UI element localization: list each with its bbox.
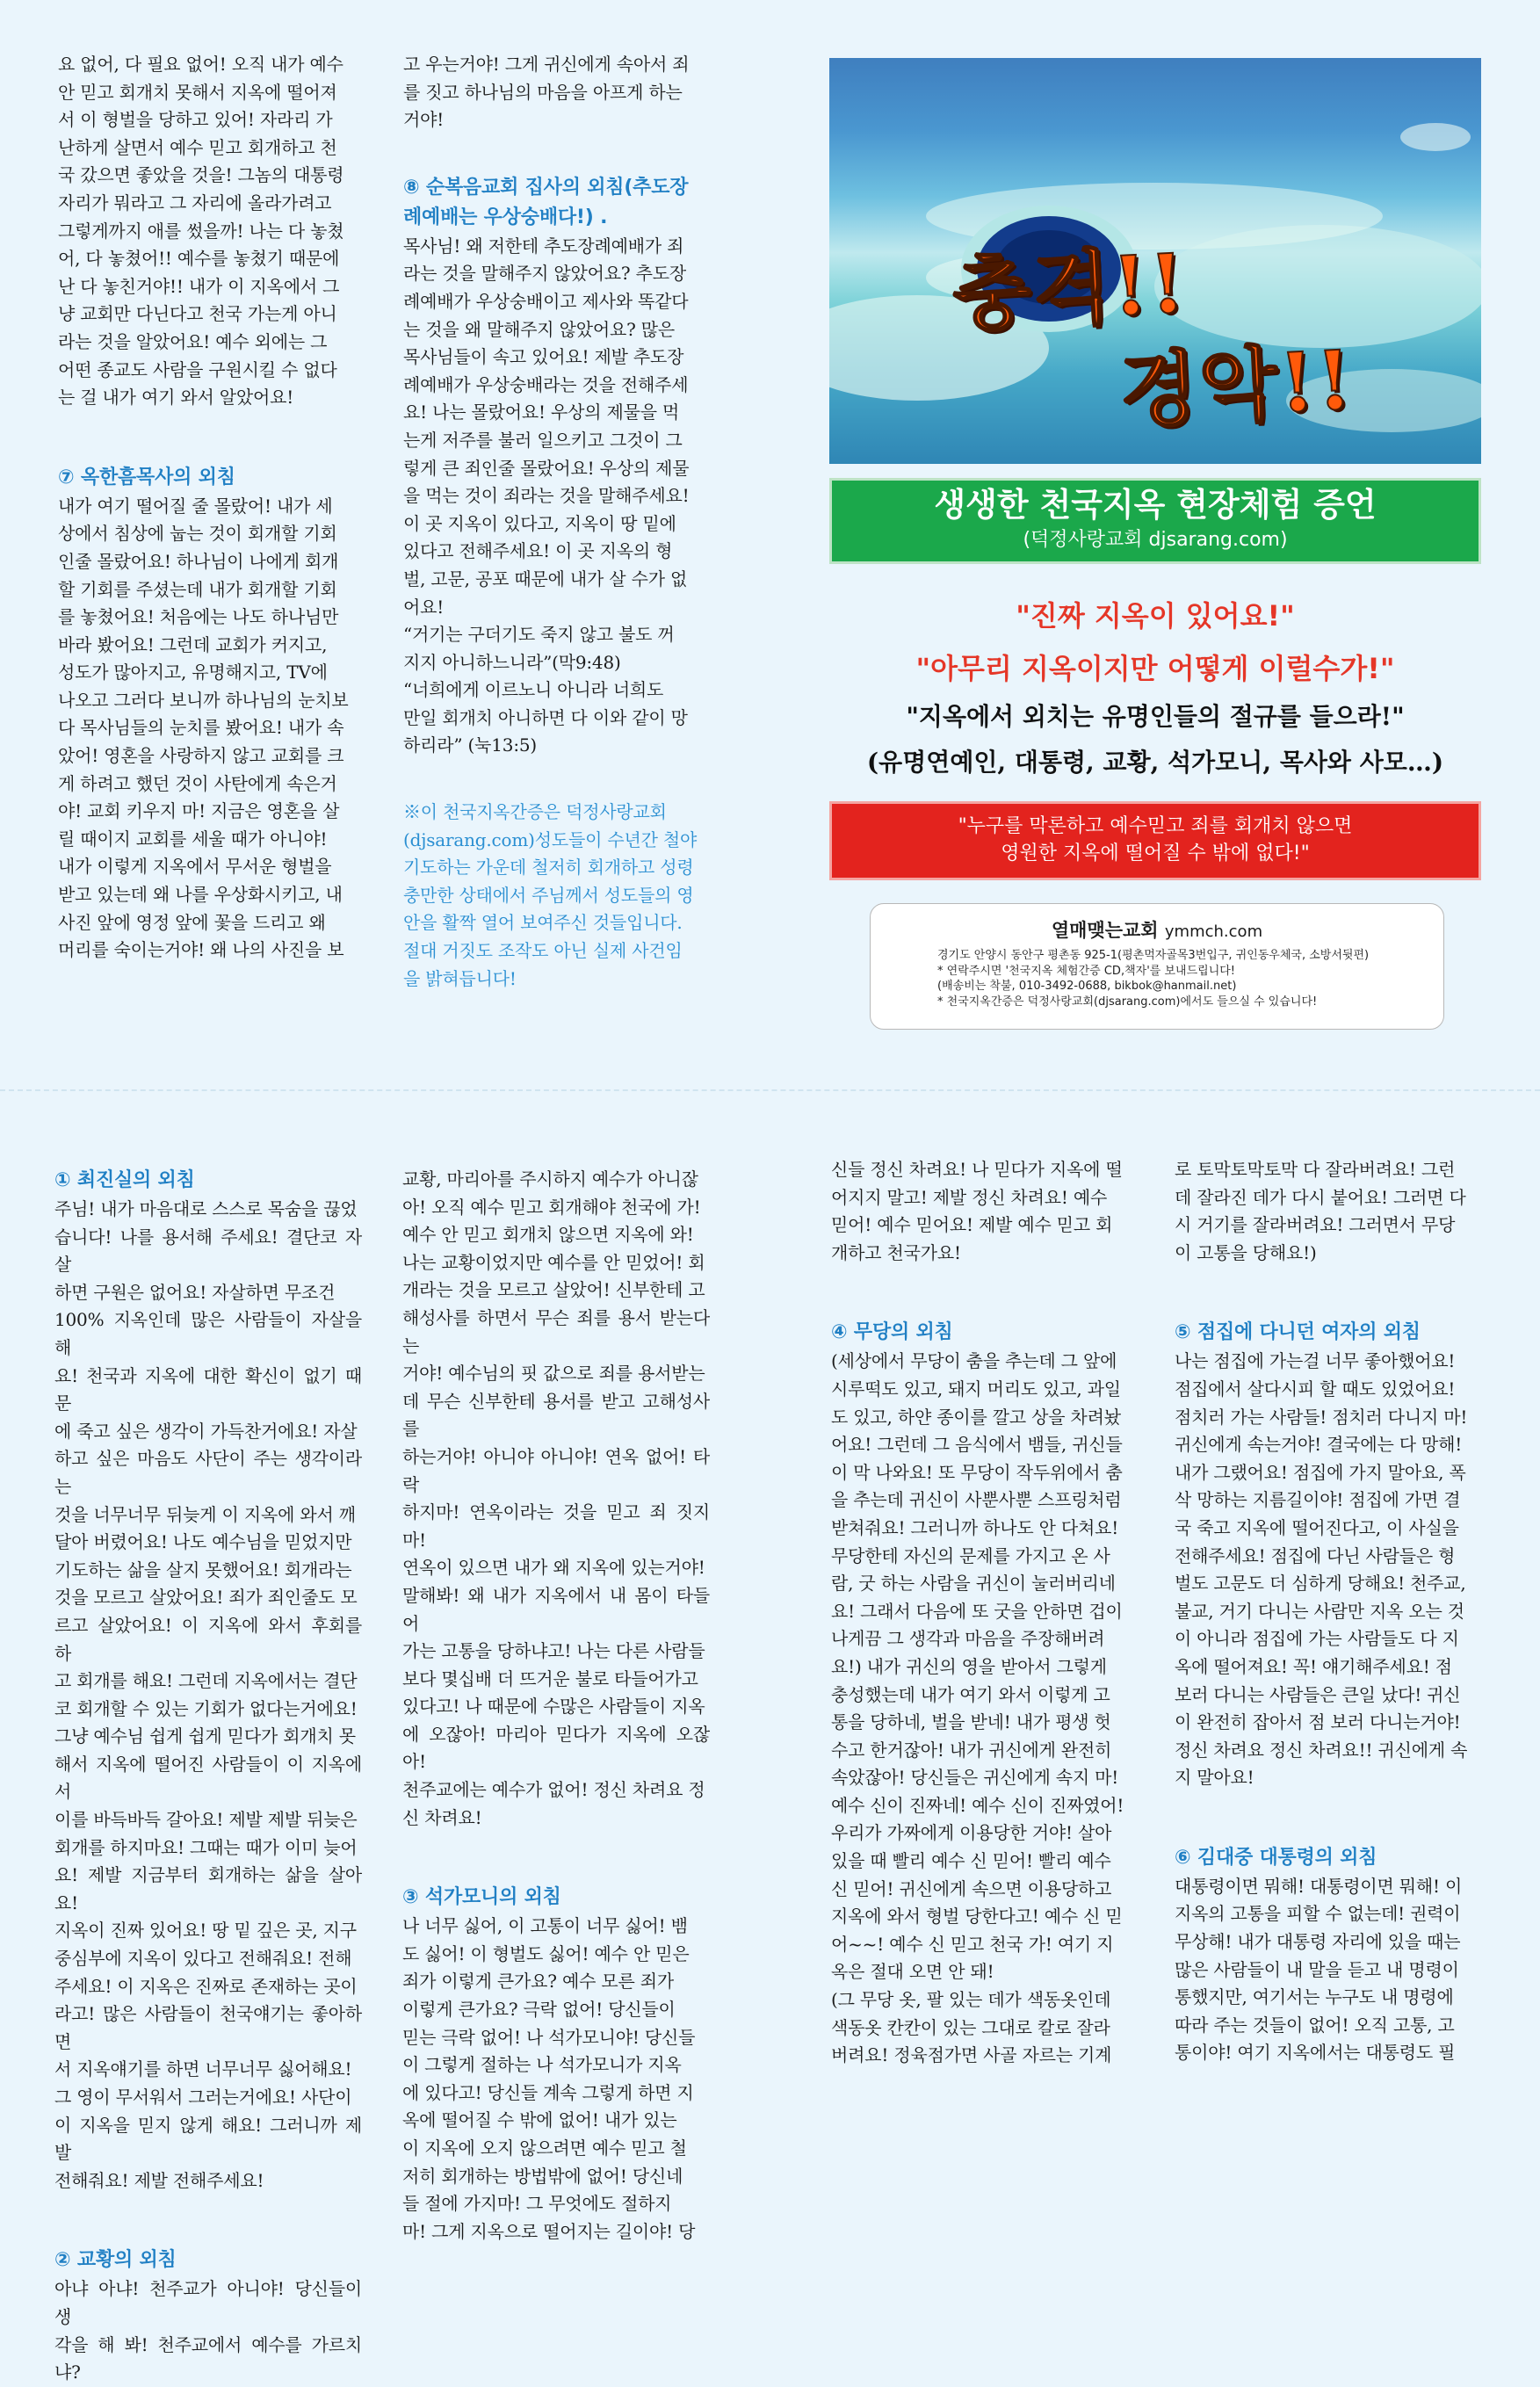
top-column-2 [403, 51, 711, 993]
body-text: 아냐 아냐! 천주교가 아니야! 당신들이 생 각을 해 봐! 천주교에서 예수를 가르치냐? [54, 2278, 362, 2383]
body-text: 나 너무 싫어, 이 고통이 너무 싫어! 뱀 도 싫어! 이 형벌도 싫어! 예수 안 믿은 죄가 이렇게 큰가요? 예수 모른 죄가 이렇게 큰가요? 극락 없어! 당신들이 믿는 극락 없어! 나 석가모니야! 당신들 이 그렇게 절하는 나 석가모니가 지옥 에 있다고! 당신들 계속 그렇게 하면 지 옥에 떨어질 수 밖에 없어! 내가 있는 이 지옥에 오지 않으려면 예수 믿고 철 저히 회개하는 방법밖에 없어! 당신네 들 절에 가지마! 그 무엇에도 절하지 마! 그게 지옥으로 떨어지는 길이야! 당 [402, 1915, 696, 2242]
banner-title: 생생한 천국지옥 현장체험 증언 [934, 486, 1377, 524]
top-column-1 [58, 51, 371, 965]
bottom-column-3 [831, 1156, 1139, 2070]
warning-text: "누구를 막론하고 예수믿고 죄를 회개치 않으면 영원한 지옥에 떨어질 수 밖에 없다!" [958, 815, 1353, 864]
body-text: 교황, 마리아를 주시하지 예수가 아니잖 아! 오직 예수 믿고 회개해야 천국에 가! 예수 안 믿고 회개치 않으면 지옥에 와! 나는 교황이었지만 예수를 안 믿었어! 회 개라는 것을 모르고 살았어! 신부한테 고 해성사를 하면서 무슨 죄를 용서 받는다는 거야! 예수님의 핏 값으로 죄를 용서받는 데 무슨 신부한테 용서를 받고 고해성사를 하는거야! 아니야 아니야! 연옥 없어! 타락 하지마! 연옥이라는 것을 믿고 죄 짓지마! 연옥이 있으면 내가 왜 지옥에 있는거야! 말해봐! 왜 내가 지옥에서 내 몸이 타들어 가는 고통을 당하냐고! 나는 다른 사람들 보다 몇십배 더 뜨거운 불로 타들어가고 있다고! 나 때문에 수많은 사람들이 지옥 에 오잖아! 마리아 믿다가 지옥에 오잖아! 천주교에는 예수가 없어! 정신 차려요 정 신 차려요! [402, 1168, 710, 1828]
quote-famous-list: (유명연예인, 대통령, 교황, 석가모니, 목사와 사모…) [866, 748, 1444, 777]
church-contact-lines [937, 948, 1369, 1009]
quote-how-could: "아무리 지옥이지만 어떻게 이럴수가!" [915, 652, 1395, 685]
section-heading-6: ⑥ 김대중 대통령의 외침 [1175, 1846, 1377, 1869]
section-heading-8: ⑧ 순복음교회 집사의 외침(추도장 례예배는 우상숭배다!) . [403, 176, 689, 228]
church-contact-note: * 연락주시면 '천국지옥 체험간증 CD,책자'를 보내드립니다! [937, 964, 1236, 978]
body-text: 로 토막토막토막 다 잘라버려요! 그런 데 잘라진 데가 다시 붙어요! 그러면 다 시 거기를 잘라버려요! 그러면서 무당 이 고통을 당해요!) [1175, 1159, 1466, 1263]
section-heading-7: ⑦ 옥한흠목사의 외침 [58, 466, 235, 488]
body-text: 신들 정신 차려요! 나 믿다가 지옥에 떨 어지지 말고! 제발 정신 차려요! 예수 믿어! 예수 믿어요! 제발 예수 믿고 회 개하고 천국가요! [831, 1159, 1123, 1263]
church-contact-phone-email: (배송비는 착불, 010-3492-0688, bikbok@hanmail.net) [937, 980, 1237, 993]
body-text: 요 없어, 다 필요 없어! 오직 내가 예수 안 믿고 회개치 못해서 지옥에 떨어져 서 이 형벌을 당하고 있어! 자라리 가 난하게 살면서 예수 믿고 회개하고 천 국 갔으면 좋았을 것을! 그놈의 대통령 자리가 뭐라고 그 자리에 올라가려고 그렇게까지 애를 썼을까! 나는 다 놓쳤 어, 다 놓쳤어!! 예수를 놓쳤기 때문에 난 다 놓친거야!! 내가 이 지옥에서 그 냥 교회만 다닌다고 천국 가는게 아니 라는 것을 알았어요! 예수 외에는 그 어떤 종교도 사람을 구원시킬 수 없다 는 걸 내가 여기 와서 알았어요! [58, 54, 344, 409]
church-contact-source: * 천국지옥간증은 덕정사랑교회(djsarang.com)에서도 들으실 수 있습니다! [937, 995, 1318, 1009]
body-text: 나는 점집에 가는걸 너무 좋아했어요! 점집에서 살다시피 할 때도 있었어요! 점치러 가는 사람들! 점치러 다니지 마! 귀신에게 속는거야! 결국에는 다 망해! 내가 그랬어요! 점집에 가지 말아요, 폭 삭 망하는 지름길이야! 점집에 가면 결 국 죽고 지옥에 떨어진다고, 이 사실을 전해주세요! 점집에 다닌 사람들은 형 벌도 고문도 더 심하게 당해요! 천주교, 불교, 거기 다니는 사람만 지옥 오는 것 이 아니라 점집에 가는 사람들도 다 지 옥에 떨어져요! 꼭! 얘기해주세요! 점 보러 다니는 사람들은 큰일 났다! 귀신 이 완전히 잡아서 점 보러 다니는거야! 정신 차려요 정신 차려요!! 귀신에게 속 지 말아요! [1175, 1350, 1468, 1789]
section-heading-2: ② 교황의 외침 [54, 2249, 177, 2272]
testimony-note: ※이 천국지옥간증은 덕정사랑교회 (djsarang.com)성도들이 수년간 철야 기도하는 가운데 철저히 회개하고 성령 충만한 상태에서 주님께서 성도들의 영 안을 활짝 열어 보여주신 것들입니다. 절대 거짓도 조작도 아닌 실제 사건임 을 밝혀듭니다! [403, 801, 698, 989]
cover-ocean-blue-hole-image [829, 58, 1481, 464]
body-text: 고 우는거야! 그게 귀신에게 속아서 죄 를 짓고 하나님의 마음을 아프게 하는 거야! [403, 54, 690, 131]
banner-subtitle: (덕정사랑교회 djsarang.com) [1023, 529, 1288, 551]
quote-hear-cries: "지옥에서 외치는 유명인들의 절규를 들으라!" [906, 702, 1405, 731]
bottom-column-1 [54, 1166, 362, 2387]
church-website[interactable]: ymmch.com [1164, 922, 1263, 941]
bible-verse: “거기는 구더기도 죽지 않고 불도 꺼 지지 아니하느니라”(막9:48) [403, 624, 675, 673]
panel-divider [0, 1089, 1540, 1091]
body-text: 대통령이면 뭐해! 대통령이면 뭐해! 이 지옥의 고통을 피할 수 없는데! 권력이 무상해! 내가 대통령 자리에 있을 때는 많은 사람들이 내 말을 듣고 내 명령이 통했지만, 여기서는 누구도 내 명령에 따라 주는 것들이 없어! 오직 고통, 고 통이야! 여기 지옥에서는 대통령도 필 [1175, 1875, 1463, 2064]
body-text: 주님! 내가 마음대로 스스로 목숨을 끊었 습니다! 나를 용서해 주세요! 결단코 자살 하면 구원은 없어요! 자살하면 무조건 100% 지옥인데 많은 사람들이 자살을 해 요! 천국과 지옥에 대한 확신이 없기 때문 에 죽고 싶은 생각이 가득찬거에요! 자살 하고 싶은 마음도 사단이 주는 생각이라는 것을 너무너무 뒤늦게 이 지옥에 와서 깨 달아 버렸어요! 나도 예수님을 믿었지만 기도하는 삶을 살지 못했어요! 회개라는 것을 모르고 살았어요! 죄가 죄인줄도 모 르고 살았어요! 이 지옥에 와서 후회를 하 고 회개를 해요! 그런데 지옥에서는 결단 코 회개할 수 있는 기회가 없다는거에요! 그냥 예수님 쉽게 쉽게 믿다가 회개치 못 해서 지옥에 떨어진 사람들이 이 지옥에서 이를 바득바득 갈아요! 제발 제발 뒤늦은 회개를 하지마요! 그때는 때가 이미 늦어 요! 제발 지금부터 회개하는 삶을 살아요! 지옥이 진짜 있어요! 땅 밑 깊은 곳, 지구 중심부에 지옥이 있다고 전해줘요! 전해 주세요! 이 지옥은 진짜로 존재하는 곳이 라고! 많은 사람들이 천국얘기는 좋아하면 서 지옥얘기를 하면 너무너무 싫어해요! 그 영이 무서워서 그러는거에요! 사단이 이 지옥을 믿지 않게 해요! 그러니까 제발 전해줘요! 제발 전해주세요! [54, 1198, 362, 2191]
body-text: (세상에서 무당이 춤을 추는데 그 앞에 시루떡도 있고, 돼지 머리도 있고, 과일 도 있고, 하얀 종이를 깔고 상을 차려놨 어요! 그런데 그 음식에서 뱀들, 귀신들 이 막 나와요! 또 무당이 작두위에서 춤 을 추는데 귀신이 사뿐사뿐 스프링처럼 받쳐줘요! 그러니까 하나도 안 다쳐요! 무당한테 자신의 문제를 가지고 온 사 람, 굿 하는 사람을 귀신이 눌러버리네 요! 그래서 다음에 또 굿을 안하면 겁이 나게끔 그 생각과 마음을 주장해버려 요!) 내가 귀신의 영을 받아서 그렇게 충성했는데 내가 여기 와서 이렇게 고 통을 당하네, 벌을 받네! 내가 평생 헛 수고 한거잖아! 내가 귀신에게 완전히 속았잖아! 당신들은 귀신에게 속지 마! 예수 신이 진짜네! 예수 신이 진짜였어! 우리가 가짜에게 이용당한 거야! 살아 있을 때 빨리 예수 신 믿어! 빨리 예수 신 믿어! 귀신에게 속으면 이용당하고 지옥에 와서 형벌 당한다고! 예수 신 믿 어~~! 예수 신 믿고 천국 가! 여기 지 옥은 절대 오면 안 돼! (그 무당 옷, 팔 있는 데가 색동옷인데 색동옷 칸칸이 있는 그대로 칼로 잘라 버려요! 정육점가면 사골 자르는 기계 [831, 1350, 1124, 2066]
bottom-column-2 [402, 1166, 710, 2246]
body-text: 내가 여기 떨어질 줄 몰랐어! 내가 세 상에서 침상에 눕는 것이 회개할 기회 인줄 몰랐어요! 하나님이 나에게 회개 할 기회를 주셨는데 내가 회개할 기회 를 놓쳤어요! 처음에는 나도 하나님만 바라 봤어요! 그런데 교회가 커지고, 성도가 많아지고, 유명해지고, TV에 나오고 그러다 보니까 하나님의 눈치보 다 목사님들의 눈치를 봤어요! 내가 속 았어! 영혼을 사랑하지 않고 교회를 크 게 하려고 했던 것이 사탄에게 속은거 야! 교회 키우지 마! 지금은 영혼을 살 릴 때이지 교회를 세울 때가 아니야! 내가 이렇게 지옥에서 무서운 형벌을 받고 있는데 왜 나를 우상화시키고, 내 사진 앞에 영정 앞에 꽃을 드리고 왜 머리를 숙이는거야! 왜 나의 사진을 보 [58, 495, 349, 961]
church-info-box [870, 903, 1444, 1030]
section-heading-4: ④ 무당의 외침 [831, 1321, 953, 1344]
quote-real-hell: "진짜 지옥이 있어요!" [1016, 599, 1295, 633]
section-heading-1: ① 최진실의 외침 [54, 1169, 195, 1191]
bottom-column-4 [1175, 1156, 1484, 2067]
bible-verse: “너희에게 이르노니 아니라 너희도 만일 회개치 아니하면 다 이와 같이 망 하리라” (눅13:5) [403, 679, 688, 756]
church-title: 열매맺는교회 [1051, 920, 1159, 941]
green-title-banner [829, 478, 1481, 564]
body-text: 목사님! 왜 저한테 추도장례예배가 죄 라는 것을 말해주지 않았어요? 추도장 례예배가 우상숭배이고 제사와 똑같다 는 것을 왜 말해주지 않았어요? 많은 목사님들이 속고 있어요! 제발 추도장 례예배가 우상숭배라는 것을 전해주세 요! 나는 몰랐어요! 우상의 제물을 먹 는게 저주를 불러 일으키고 그것이 그 렇게 큰 죄인줄 몰랐어요! 우상의 제물 을 먹는 것이 죄라는 것을 말해주세요! 이 곳 지옥이 있다고, 지옥이 땅 밑에 있다고 전해주세요! 이 곳 지옥의 형 벌, 고문, 공포 때문에 내가 살 수가 없 어요! [403, 235, 690, 618]
cover-headline-astonish: 경악!! [1117, 332, 1356, 439]
church-address: 경기도 안양시 동안구 평촌동 925-1(평촌먹자골목3번입구, 귀인동우체국, 소방서뒷편) [937, 949, 1370, 962]
cover-headline-shock: 충격!! [950, 235, 1189, 343]
red-warning-banner [829, 801, 1481, 880]
section-heading-5: ⑤ 점집에 다니던 여자의 외침 [1175, 1321, 1421, 1344]
church-name [871, 916, 1443, 943]
section-heading-3: ③ 석가모니의 외침 [402, 1886, 561, 1909]
